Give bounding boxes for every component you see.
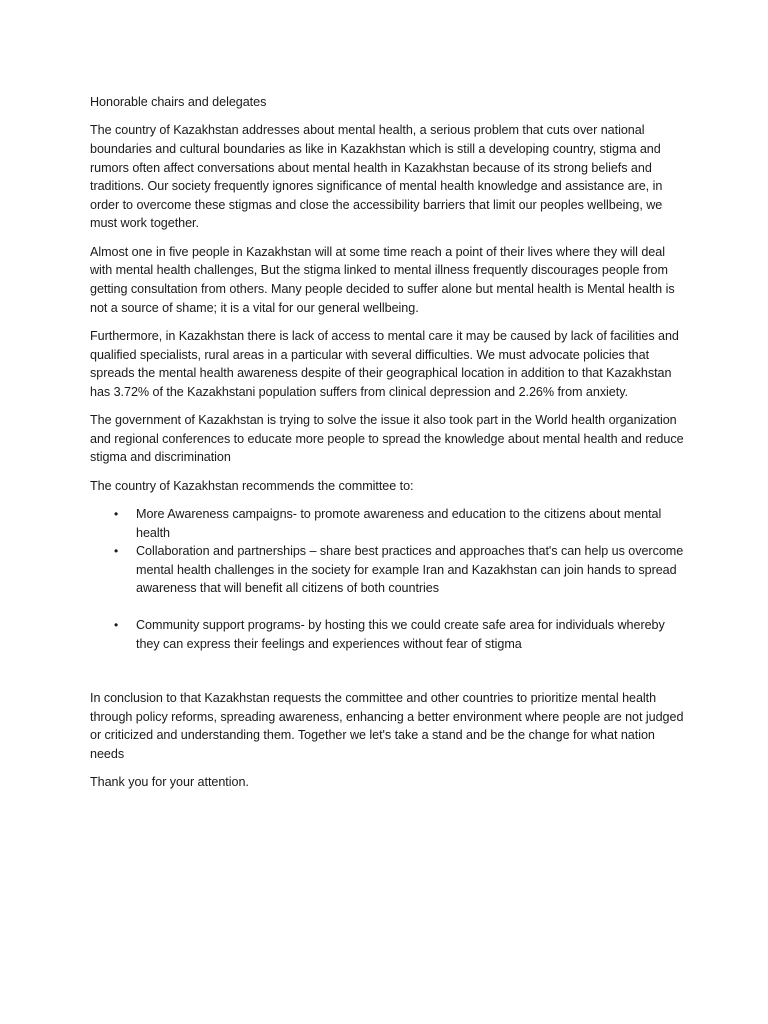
closing-line: Thank you for your attention.: [90, 775, 249, 790]
paragraph-government: The government of Kazakhstan is trying to solve the issue it also took part in the World health organization and regional conferences to educate more people to spread the knowledge about mental health and reduce stigma and discrimination: [90, 413, 684, 465]
paragraph-access: Furthermore, in Kazakhstan there is lack of access to mental care it may be caused by lack of facilities and qualified specialists, rural areas in a particular with several difficulties. We must advocate policies that spreads the mental health awareness despite of their geographical location in addition to that Kazakhstan has 3.72% of the Kazakhstani population suffers from clinical depression and 2.26% from anxiety.: [90, 328, 679, 399]
list-item-text: Community support programs- by hosting this we could create safe area for individuals whereby they can express their feelings and experiences without fear of stigma: [136, 618, 665, 651]
bullet-icon: •: [114, 544, 119, 559]
blank-line: [90, 653, 690, 689]
list-item: [90, 616, 690, 653]
list-item: [90, 505, 690, 542]
paragraph-conclusion: In conclusion to that Kazakhstan requests the committee and other countries to prioritize mental health through policy reforms, spreading awareness, enhancing a better environment where people are not judged or criticized and understanding them. Together we let's take a stand and be the change for what nation needs: [90, 691, 684, 761]
list-item-text: Collaboration and partnerships – share best practices and approaches that's can help us overcome mental health challenges in the society for example Iran and Kazakhstan can join hands to spread awareness that will benefit all citizens of both countries: [136, 544, 684, 596]
recommendation-list: [90, 505, 690, 653]
list-item: [90, 542, 690, 598]
recommend-intro: The country of Kazakhstan recommends the committee to:: [90, 478, 414, 493]
salutation: Honorable chairs and delegates: [90, 95, 267, 109]
bullet-icon: •: [114, 618, 119, 633]
document-page: [90, 93, 690, 802]
paragraph-intro: The country of Kazakhstan addresses about mental health, a serious problem that cuts over national boundaries and cultural boundaries as like in Kazakhstan which is still a developing country, stigma and rumors often affect conversations about mental health in Kazakhstan because of its strong beliefs and traditions. Our society frequently ignores significance of mental health knowledge and assistance are, in order to overcome these stigmas and close the accessibility barriers that limit our peoples wellbeing, we must work together.: [90, 123, 663, 231]
bullet-icon: •: [114, 507, 119, 522]
list-item-text: More Awareness campaigns- to promote awareness and education to the citizens about mental health: [136, 507, 662, 540]
paragraph-statistics: Almost one in five people in Kazakhstan will at some time reach a point of their lives where they will deal with mental health challenges, But the stigma linked to mental illness frequently discourages people from getting consultation from others. Many people decided to suffer alone but mental health is Mental health is not a source of shame; it is a vital for our general wellbeing.: [90, 244, 675, 315]
